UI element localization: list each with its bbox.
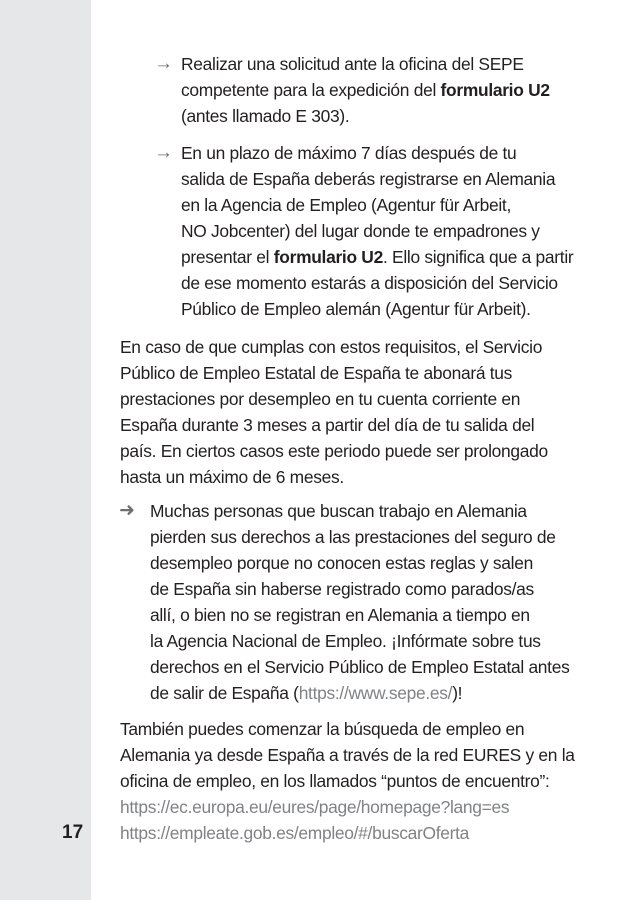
paragraph-busqueda — [120, 716, 600, 846]
bullet-text-line: Público de Empleo alemán (Agentur für Arbeit). — [181, 299, 531, 319]
bullet-item-solicitud — [154, 51, 550, 129]
bullet-text-line: allí, o bien no se registran en Alemania a tiempo en — [150, 605, 530, 625]
bold-term: formulario U2 — [440, 80, 550, 100]
paragraph-line: También puedes comenzar la búsqueda de empleo en — [120, 719, 525, 739]
bullet-text-line: en la Agencia de Empleo (Agentur für Arbeit, — [181, 195, 511, 215]
text-segment: presentar el — [181, 247, 274, 267]
bullet-text-line: derechos en el Servicio Público de Empleo Estatal antes — [150, 657, 570, 677]
paragraph-line: España durante 3 meses a partir del día de tu salida del — [120, 415, 535, 435]
bold-term: formulario U2 — [273, 247, 383, 267]
bullet-text-line: Muchas personas que buscan trabajo en Alemania — [150, 501, 527, 521]
paragraph-line: oficina de empleo, en los llamados “puntos de encuentro”: — [120, 771, 550, 791]
bullet-text-line: NO Jobcenter) del lugar donde te empadrones y — [181, 221, 540, 241]
bullet-item-registro — [154, 140, 574, 322]
paragraph-line: Alemania ya desde España a través de la red EURES y en la — [120, 745, 575, 765]
bullet-text-line: de España sin haberse registrado como parados/as — [150, 579, 534, 599]
eures-link[interactable]: https://ec.europa.eu/eures/page/homepage?lang=es — [120, 797, 510, 817]
bullet-text-line: salida de España deberás registrarse en Alemania — [181, 169, 556, 189]
text-segment: . Ello significa que a partir — [382, 247, 574, 267]
arrow-right-bold-icon: ➜ — [119, 500, 135, 521]
paragraph-line: hasta un máximo de 6 meses. — [120, 467, 344, 487]
paragraph-requisitos — [120, 334, 600, 490]
text-segment: competente para la expedición del — [181, 80, 441, 100]
bullet-text-line: desempleo porque no conocen estas reglas y salen — [150, 553, 533, 573]
paragraph-line: país. En ciertos casos este periodo puede ser prolongado — [120, 441, 548, 461]
paragraph-line: En caso de que cumplas con estos requisitos, el Servicio — [120, 337, 543, 357]
bullet-text-line: Realizar una solicitud ante la oficina del SEPE — [181, 54, 524, 74]
bullet-text-line: (antes llamado E 303). — [181, 106, 350, 126]
arrow-right-icon: → — [154, 142, 173, 163]
empleate-link[interactable]: https://empleate.gob.es/empleo/#/buscarOferta — [120, 823, 470, 843]
paragraph-line: Público de Empleo Estatal de España te abonará tus — [120, 363, 513, 383]
bullet-text-line: de ese momento estarás a disposición del Servicio — [181, 273, 558, 293]
bullet-text-line: En un plazo de máximo 7 días después de tu — [181, 143, 517, 163]
bullet-text-line: pierden sus derechos a las prestaciones del seguro de — [150, 527, 556, 547]
sepe-link[interactable]: https://www.sepe.es/ — [298, 683, 453, 703]
paragraph-line: prestaciones por desempleo en tu cuenta corriente en — [120, 389, 521, 409]
bullet-text-line: la Agencia Nacional de Empleo. ¡Infórmate sobre tus — [150, 631, 541, 651]
bullet-text-line — [181, 244, 573, 270]
text-segment: de salir de España ( — [150, 683, 299, 703]
bullet-item-advertencia — [119, 498, 570, 706]
bullet-text-line — [181, 77, 550, 103]
arrow-right-icon: → — [154, 53, 173, 74]
bullet-text-line — [150, 680, 569, 706]
text-segment: )! — [452, 683, 463, 703]
page-number: 17 — [62, 822, 84, 843]
